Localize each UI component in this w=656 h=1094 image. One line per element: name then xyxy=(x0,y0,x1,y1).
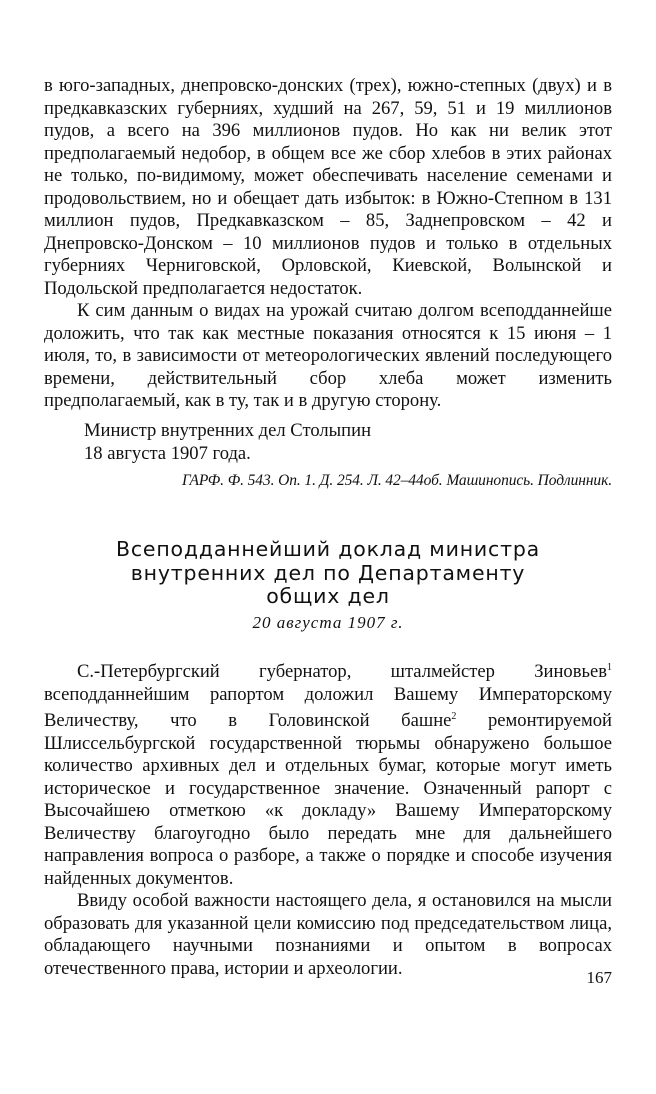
footnote-marker: 1 xyxy=(607,662,612,673)
signature-block xyxy=(84,420,371,465)
body-text-upper xyxy=(44,75,612,413)
signature-name: Министр внутренних дел Столыпин xyxy=(84,420,372,441)
signature-date: 18 августа 1907 года. xyxy=(84,442,251,464)
paragraph: Ввиду особой важности настоящего дела, я остановился на мысли образовать для указанной цели комиссию под председательством лица, обладающего научными познаниями и опытом в вопросах отечественного права, истории и археологии. xyxy=(44,890,612,979)
paragraph: в юго-западных, днепровско-донских (трех), южно-степных (двух) и в предкавказских губерниях, худший на 267, 59, 51 и 19 миллионов пудов, а всего на 396 миллионов пудов. Но как ни велик этот предполагаемый недобор, в общем все же сбор хлебов в этих районах не только, по-видимому, может обеспечивать население семенами и продовольствием, но и обещает дать избыток: в Южно-Степном в 131 миллион пудов, Предкавказском – 85, Заднепровском – 42 и Днепровско-Донском – 10 миллионов пудов и только в отдельных губерниях Черниговской, Орловской, Киевской, Волынской и Подольской предполагается недостаток. xyxy=(44,75,612,299)
heading-line: Всеподданнейший доклад министра xyxy=(115,537,541,561)
page-number: 167 xyxy=(586,968,612,987)
body-text-lower xyxy=(44,657,612,980)
section-heading xyxy=(44,538,612,609)
paragraph-text: С.-Петербургский губернатор, шталмейстер Зиновьев xyxy=(77,661,607,683)
paragraph: К сим данным о видах на урожай считаю долгом всеподданнейше доложить, что так как местные показания относятся к 15 июня – 1 июля, то, в зависимости от метеорологических явлений последующего времени, действительный сбор хлеба может изменить предполагаемый, как в ту, так и в другую сторону. xyxy=(44,300,612,411)
archive-reference: ГАРФ. Ф. 543. Оп. 1. Д. 254. Л. 42–44об. Машинопись. Подлинник. xyxy=(181,472,612,489)
heading-line: внутренних дел по Департаменту xyxy=(130,560,526,585)
paragraph-text: ремонтируемой Шлиссельбургской государственной тюрьмы обнаружено большое количество архивных дел и отдельных бумаг, которые могут иметь историческое и государственное значение. Означенный рапорт с Высочайшею отметкою «к докладу» Вашему Императорскому Величеству благоугодно было передать мне для дальнейшего направления вопроса о разборе, а также о порядке и способе изучения найденных документов. xyxy=(44,710,612,889)
footnote-marker: 2 xyxy=(451,711,457,723)
paragraph-text: всеподданнейшим рапортом доложил Вашему Императорскому Величеству, что в Головинской башне xyxy=(44,683,612,732)
heading-date: 20 августа 1907 г. xyxy=(252,613,404,632)
heading-line: общих дел xyxy=(266,584,390,608)
paragraph xyxy=(44,657,612,890)
